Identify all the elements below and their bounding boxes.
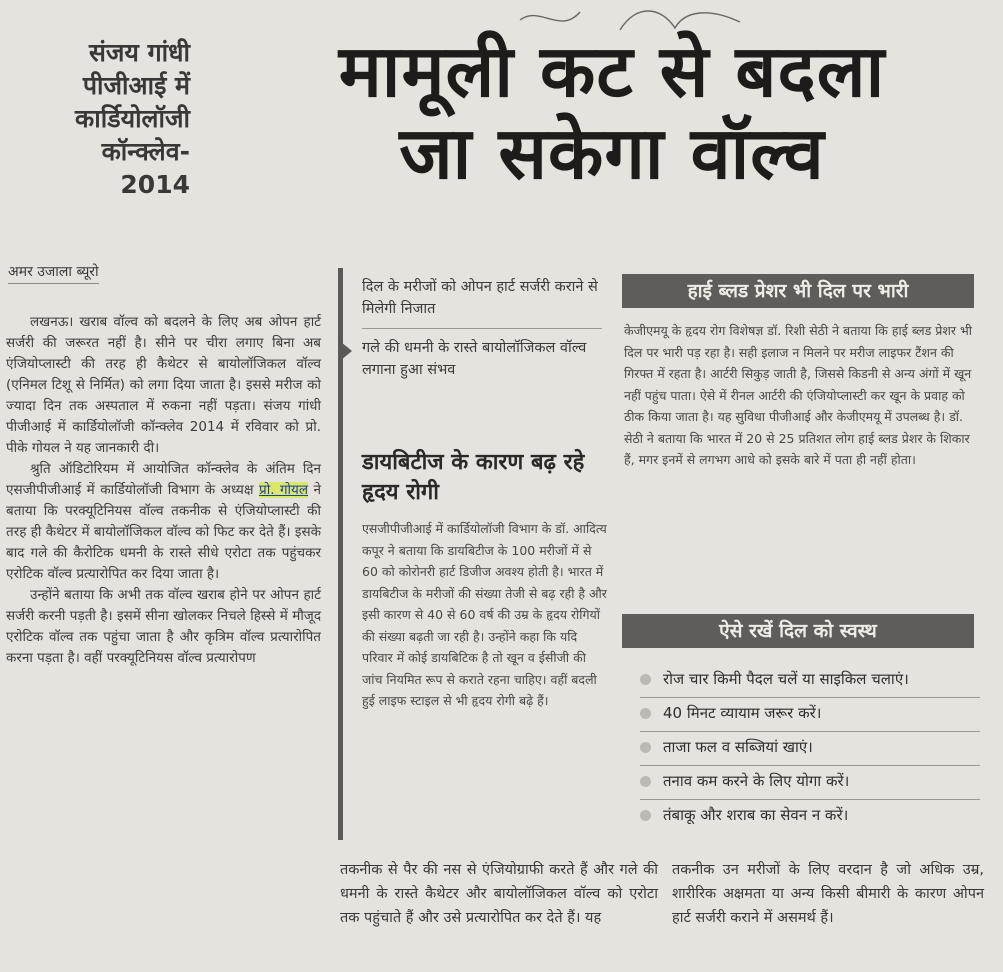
highlight-point-1: दिल के मरीजों को ओपन हार्ट सर्जरी कराने से मिलेगी निजात <box>362 279 598 317</box>
paragraph-1: लखनऊ। खराब वॉल्व को बदलने के लिए अब ओपन हार्ट सर्जरी की जरूरत नहीं है। सीने पर चीरा लगाए बिना अब एंजियोप्लास्टी की तरह ही कैथेटर से बायोलॉजिकल वॉल्व (एनिमल टिशू से निर्मित) को लगा दिया जाता है। इससे मरीज को ज्यादा दिन तक अस्पताल में रुकना नहीं पड़ता। संजय गांधी पीजीआई में कार्डियोलॉजी कॉन्क्लेव 2014 में रविवार को प्रो. पीके गोयल ने यह जानकारी दी। <box>6 314 321 456</box>
article-column-2-continued: तकनीक से पैर की नस से एंजियोग्राफी करते हैं और गले की धमनी के रास्ते कैथेटर और बायोलॉजिकल वॉल्व को एरोटा तक पहुंचाते हैं और उसे प्रत्यारोपित कर देते हैं। यह <box>340 862 658 926</box>
paragraph-3: उन्होंने बताया कि अभी तक वॉल्व खराब होने पर ओपन हार्ट सर्जरी करनी पड़ती है। इसमें सीना खोलकर निचले हिस्से में मौजूद एरोटिक वॉल्व तक पहुंचा जाता है और कृत्रिम वॉल्व प्रत्यारोपित करना पड़ता है। वहीं परक्यूटिनियस वॉल्व प्रत्यारोपण <box>6 587 321 666</box>
highlighted-name: प्रो. गोयल <box>259 482 309 498</box>
diabetes-body: एसजीपीजीआई में कार्डियोलॉजी विभाग के डॉ. आदित्य कपूर ने बताया कि डायबिटीज के 100 मरीजों में से 60 को कोरोनरी हार्ट डिजीज अवश्य होती है। भारत में डायबिटीज के मरीजों की संख्या तेजी से बढ़ रही है और इसी कारण से 40 से 60 वर्ष की उम्र के हृदय रोगियों की संख्या बढ़ती जा रही है। उन्होंने कहा कि यदि परिवार में कोई डायबिटिक है तो खून व ईसीजी की जांच नियमित रूप से कराते रहना चाहिए। वहीं बदली हुई लाइफ स्टाइल से भी हृदय रोगी बढ़े हैं। <box>362 521 607 708</box>
highlights-box <box>362 276 602 389</box>
bullet-icon <box>640 708 651 719</box>
tip-item: रोज चार किमी पैदल चलें या साइकिल चलाएं। <box>640 664 980 698</box>
divider <box>362 328 602 329</box>
tip-item: तनाव कम करने के लिए योगा करें। <box>640 766 980 800</box>
bp-box-header: हाई ब्लड प्रेशर भी दिल पर भारी <box>622 274 974 308</box>
paragraph-2-start: श्रुति ऑडिटोरियम में आयोजित कॉन्क्लेव के अंतिम दिन एसजीपीजीआई में कार्डियोलॉजी विभाग के अध्यक्ष <box>6 461 321 498</box>
bp-box-body: केजीएमयू के हृदय रोग विशेषज्ञ डॉ. रिशी सेठी ने बताया कि हाई ब्लड प्रेशर भी दिल पर भारी पड़ रहा है। सही इलाज न मिलने पर मरीज लाइफर टैंशन की गिरफ्त में रहता है। आर्टरी सिकुड़ जाती है, जिससे किडनी से अन्य अंगों में खून नहीं पहुंच पाता। ऐसे में रीनल आर्टरी की एंजियोप्लास्टी कर खून के प्रवाह को ठीक किया जाता है। यह सुविधा पीजीआई और केजीएमयू में उपलब्ध है। डॉ. सेठी ने बताया कि भारत में 20 से 25 प्रतिशत लोग हाई ब्लड प्रेशर के शिकार हैं, मगर इनमें से लगभग आधे को इसके बारे में पता ही नहीं होता। <box>624 323 973 467</box>
headline-line-2: जा सकेगा वॉल्व <box>399 111 825 195</box>
tip-item: ताजा फल व सब्जियां खाएं। <box>640 732 980 766</box>
arrow-marker-icon <box>341 342 352 360</box>
tips-list <box>640 664 980 833</box>
bullet-icon <box>640 742 651 753</box>
bullet-icon <box>640 810 651 821</box>
article-column-3-continued: तकनीक उन मरीजों के लिए वरदान है जो अधिक उम्र, शारीरिक अक्षमता या अन्य किसी बीमारी के कारण ओपन हार्ट सर्जरी कराने में असमर्थ हैं। <box>672 862 984 926</box>
bullet-icon <box>640 776 651 787</box>
paragraph-2-end: ने बताया कि परक्यूटिनियस वॉल्व तकनीक से एंजियोप्लास्टी की तरह ही कैथेटर में बायोलॉजिकल वॉल्व को फिट कर देते हैं। इसके बाद गले की कैरोटिक धमनी के रास्ते सीधे एरोटा तक पहुंचकर एरोटिक वॉल्व प्रत्यारोपित कर दिया जाता है। <box>6 482 321 582</box>
bullet-icon <box>640 674 651 685</box>
highlight-point-2: गले की धमनी के रास्ते बायोलॉजिकल वॉल्व लगाना हुआ संभव <box>362 340 587 378</box>
tips-box-header: ऐसे रखें दिल को स्वस्थ <box>622 614 974 648</box>
kicker-text: संजय गांधी पीजीआई में कार्डियोलॉजी कॉन्क्लेव- 2014 <box>75 38 190 199</box>
tip-item: 40 मिनट व्यायाम जरूर करें। <box>640 698 980 732</box>
diabetes-subheading: डायबिटीज के कारण बढ़ रहे हृदय रोगी <box>362 450 585 505</box>
tip-item: तंबाकू और शराब का सेवन न करें। <box>640 800 980 833</box>
headline <box>232 30 992 194</box>
paragraph-2 <box>6 459 321 585</box>
article-column-1 <box>6 312 321 669</box>
byline: अमर उजाला ब्यूरो <box>8 262 99 284</box>
headline-line-1: मामूली कट से बदला <box>338 29 886 113</box>
